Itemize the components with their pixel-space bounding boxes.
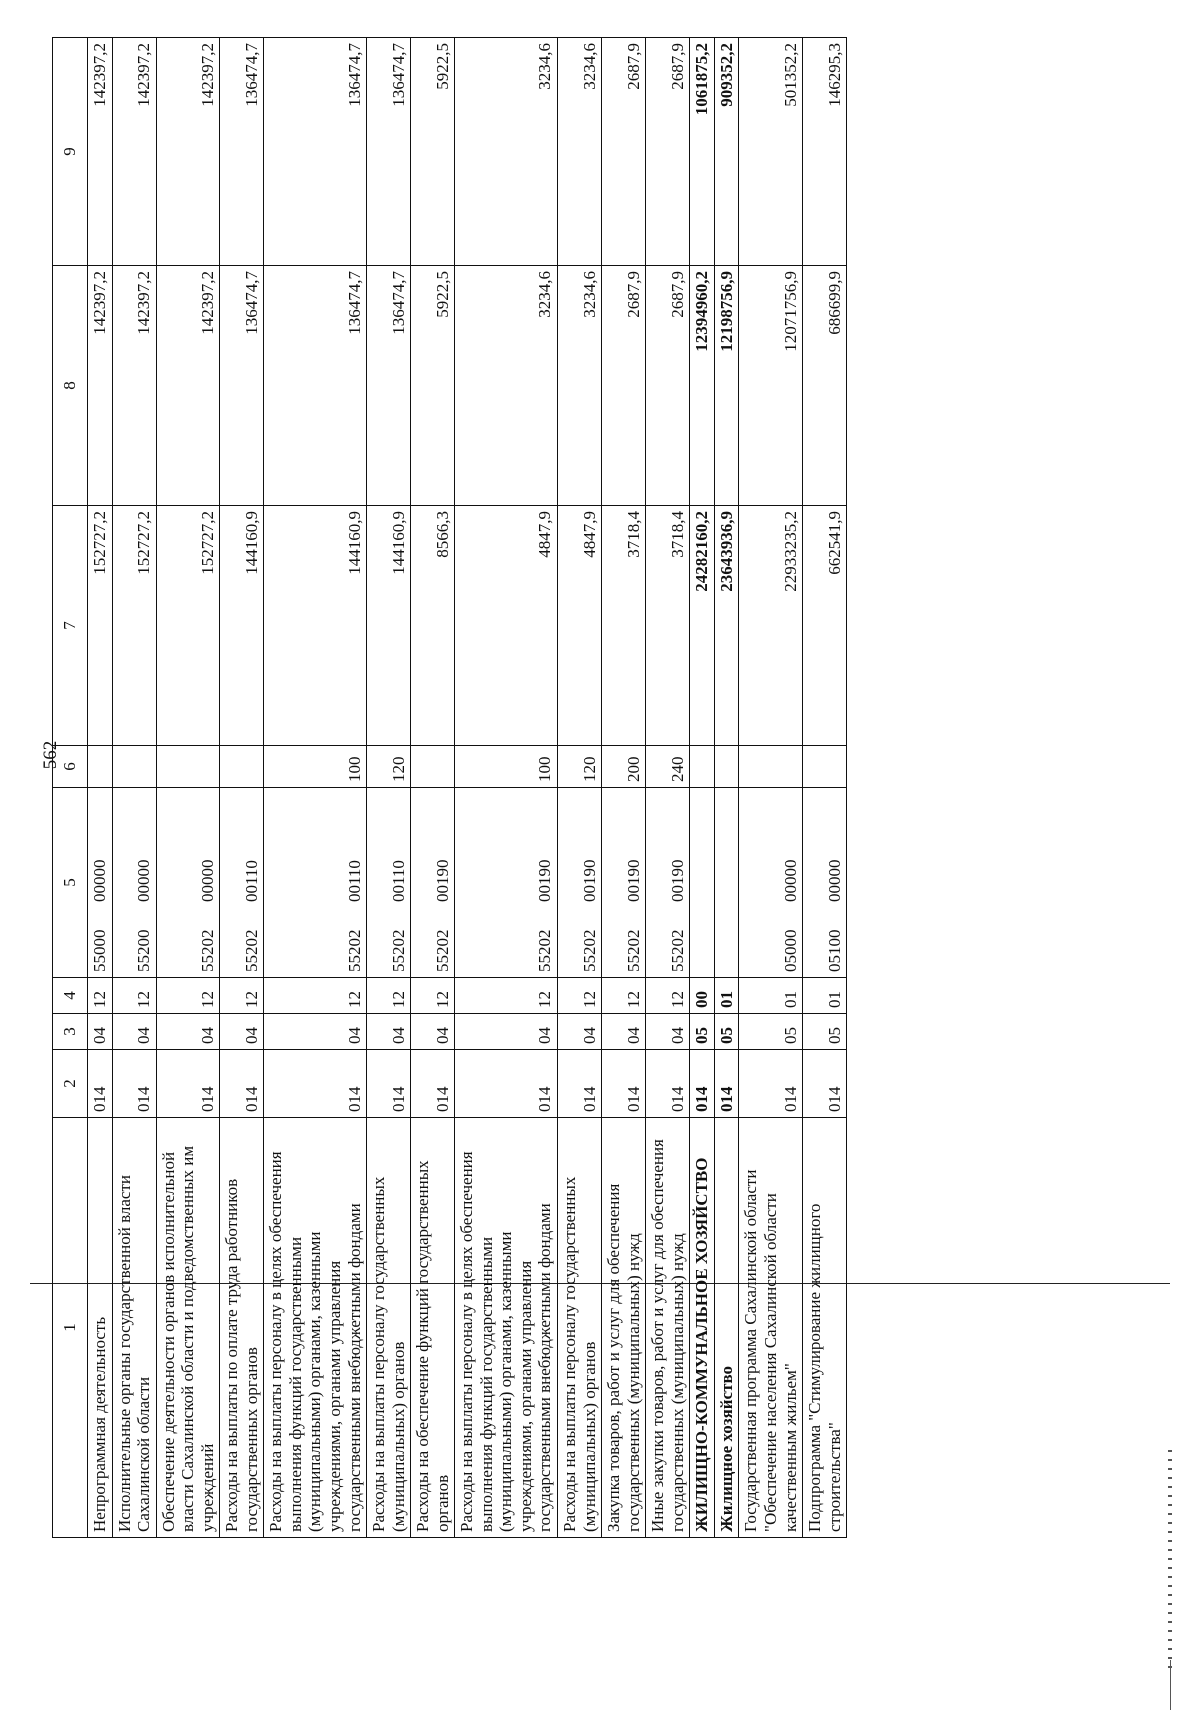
row-article-program: 55202	[344, 929, 364, 972]
row-name: ЖИЛИЩНО-КОММУНАЛЬНОЕ ХОЗЯЙСТВО	[690, 1118, 715, 1538]
row-amount-8: 142397,2	[156, 266, 220, 506]
row-ministry-code: 014	[88, 1050, 113, 1118]
row-amount-7: 152727,2	[112, 506, 156, 746]
row-section: 05	[690, 1014, 715, 1050]
table-row	[558, 38, 602, 1538]
row-amount-7: 152727,2	[88, 506, 113, 746]
row-name: Иные закупки товаров, работ и услуг для обеспечения государственных (муниципальных) нужд	[646, 1118, 690, 1538]
header-cell: 9	[53, 38, 88, 266]
row-expense-type	[714, 746, 739, 788]
row-amount-7: 144160,9	[220, 506, 264, 746]
row-amount-7: 4847,9	[455, 506, 558, 746]
row-amount-8: 136474,7	[264, 266, 367, 506]
row-subsection: 12	[411, 978, 455, 1014]
row-article-direction: 00110	[344, 860, 364, 902]
row-article	[739, 788, 803, 978]
row-expense-type: 200	[602, 746, 646, 788]
table-row	[803, 38, 847, 1538]
row-name: Закупка товаров, работ и услуг для обеспечения государственных (муниципальных) нужд	[602, 1118, 646, 1538]
row-amount-9: 501352,2	[739, 38, 803, 266]
row-section: 04	[602, 1014, 646, 1050]
row-expense-type	[739, 746, 803, 788]
row-subsection: 01	[714, 978, 739, 1014]
row-section: 04	[112, 1014, 156, 1050]
row-section: 04	[646, 1014, 690, 1050]
row-name: Жилищное хозяйство	[714, 1118, 739, 1538]
row-subsection: 12	[455, 978, 558, 1014]
row-article-program: 55202	[388, 929, 408, 972]
row-article-direction: 00190	[535, 859, 555, 902]
row-section: 05	[803, 1014, 847, 1050]
row-amount-9: 136474,7	[220, 38, 264, 266]
row-article-direction: 00000	[134, 859, 154, 902]
row-name: Расходы на выплаты персоналу государственных (муниципальных) органов	[367, 1118, 411, 1538]
row-article-direction: 00190	[579, 859, 599, 902]
row-article-program: 55202	[197, 929, 217, 972]
row-ministry-code: 014	[156, 1050, 220, 1118]
row-expense-type: 240	[646, 746, 690, 788]
row-amount-9: 3234,6	[558, 38, 602, 266]
table-row	[646, 38, 690, 1538]
row-expense-type	[220, 746, 264, 788]
row-subsection: 12	[558, 978, 602, 1014]
row-article	[220, 788, 264, 978]
row-ministry-code: 014	[558, 1050, 602, 1118]
row-amount-8: 12198756,9	[714, 266, 739, 506]
row-article-program: 05000	[780, 929, 800, 972]
row-amount-7: 22933235,2	[739, 506, 803, 746]
row-section: 04	[455, 1014, 558, 1050]
row-name: Расходы на обеспечение функций государственных органов	[411, 1118, 455, 1538]
row-amount-8: 142397,2	[112, 266, 156, 506]
table-row	[156, 38, 220, 1538]
row-amount-9: 136474,7	[264, 38, 367, 266]
row-ministry-code: 014	[455, 1050, 558, 1118]
row-expense-type: 120	[367, 746, 411, 788]
page-number: 562	[40, 740, 61, 770]
row-expense-type	[88, 746, 113, 788]
row-section: 05	[714, 1014, 739, 1050]
row-name: Расходы на выплаты персоналу в целях обеспечения выполнения функций государственными (муниципальными) органами, казенными учреждениями, органами управления государственными внебюджетными фондами	[264, 1118, 367, 1538]
row-subsection: 12	[602, 978, 646, 1014]
row-subsection: 12	[156, 978, 220, 1014]
row-section: 04	[220, 1014, 264, 1050]
row-expense-type	[411, 746, 455, 788]
row-article	[112, 788, 156, 978]
row-subsection: 00	[690, 978, 715, 1014]
row-name: Расходы на выплаты по оплате труда работников государственных органов	[220, 1118, 264, 1538]
header-cell: 4	[53, 978, 88, 1014]
row-expense-type: 100	[455, 746, 558, 788]
row-amount-7: 24282160,2	[690, 506, 715, 746]
table-row	[602, 38, 646, 1538]
row-subsection: 12	[646, 978, 690, 1014]
row-section: 04	[156, 1014, 220, 1050]
row-ministry-code: 014	[264, 1050, 367, 1118]
budget-table	[52, 37, 847, 1538]
table-row	[739, 38, 803, 1538]
row-name: Исполнительные органы государственной власти Сахалинской области	[112, 1118, 156, 1538]
row-article	[455, 788, 558, 978]
row-amount-9: 146295,3	[803, 38, 847, 266]
row-article-program: 55000	[90, 929, 109, 972]
header-cell: 2	[53, 1050, 88, 1118]
table-row	[88, 38, 113, 1538]
row-article-program: 55202	[579, 929, 599, 972]
header-cell: 3	[53, 1014, 88, 1050]
row-amount-8: 686699,9	[803, 266, 847, 506]
row-name: Расходы на выплаты персоналу в целях обеспечения выполнения функций государственными (муниципальными) органами, казенными учреждениями, органами управления государственными внебюджетными фондами	[455, 1118, 558, 1538]
rotated-page	[10, 10, 1200, 1690]
row-amount-7: 23643936,9	[714, 506, 739, 746]
row-ministry-code: 014	[714, 1050, 739, 1118]
row-article	[88, 788, 113, 978]
table-row	[220, 38, 264, 1538]
row-article-direction: 00190	[623, 859, 643, 902]
row-amount-7: 8566,3	[411, 506, 455, 746]
row-amount-9: 3234,6	[455, 38, 558, 266]
row-amount-8: 12071756,9	[739, 266, 803, 506]
row-article	[156, 788, 220, 978]
row-section: 04	[367, 1014, 411, 1050]
row-amount-7: 144160,9	[367, 506, 411, 746]
row-section: 05	[739, 1014, 803, 1050]
row-article-direction: 00110	[241, 860, 261, 902]
row-amount-9: 5922,5	[411, 38, 455, 266]
row-article-direction: 00000	[90, 859, 109, 902]
row-amount-7: 144160,9	[264, 506, 367, 746]
row-name: Расходы на выплаты персоналу государственных (муниципальных) органов	[558, 1118, 602, 1538]
row-amount-9: 142397,2	[112, 38, 156, 266]
row-article-program: 55200	[134, 929, 154, 972]
row-article-program: 55202	[667, 929, 687, 972]
table-row	[112, 38, 156, 1538]
row-name: Государственная программа Сахалинской области "Обеспечение населения Сахалинской области качественным жильем"	[739, 1118, 803, 1538]
row-article-program: 05100	[824, 929, 844, 972]
row-section: 04	[88, 1014, 113, 1050]
row-amount-8: 136474,7	[220, 266, 264, 506]
row-article	[646, 788, 690, 978]
row-article-program: 55202	[432, 929, 452, 972]
row-amount-7: 3718,4	[602, 506, 646, 746]
row-amount-9: 142397,2	[156, 38, 220, 266]
header-row	[53, 38, 88, 1538]
row-expense-type	[112, 746, 156, 788]
row-article	[367, 788, 411, 978]
row-amount-8: 2687,9	[602, 266, 646, 506]
row-article	[411, 788, 455, 978]
row-amount-9: 136474,7	[367, 38, 411, 266]
row-name: Обеспечение деятельности органов исполнительной власти Сахалинской области и подведомственных им учреждений	[156, 1118, 220, 1538]
row-article-program: 55202	[241, 929, 261, 972]
row-amount-8: 142397,2	[88, 266, 113, 506]
row-amount-7: 3718,4	[646, 506, 690, 746]
header-cell: 1	[53, 1118, 88, 1538]
row-ministry-code: 014	[411, 1050, 455, 1118]
row-article	[264, 788, 367, 978]
row-ministry-code: 014	[739, 1050, 803, 1118]
row-article	[803, 788, 847, 978]
row-amount-9: 2687,9	[646, 38, 690, 266]
row-section: 04	[411, 1014, 455, 1050]
row-article-direction: 00000	[197, 859, 217, 902]
row-section: 04	[264, 1014, 367, 1050]
row-expense-type	[690, 746, 715, 788]
row-name: Непрограммная деятельность	[88, 1118, 113, 1538]
row-ministry-code: 014	[112, 1050, 156, 1118]
table-row	[714, 38, 739, 1538]
row-article-direction: 00000	[780, 859, 800, 902]
table-row	[411, 38, 455, 1538]
row-article	[690, 788, 715, 978]
row-ministry-code: 014	[367, 1050, 411, 1118]
row-article-direction: 00190	[667, 859, 687, 902]
row-ministry-code: 014	[602, 1050, 646, 1118]
row-amount-7: 662541,9	[803, 506, 847, 746]
row-article-direction: 00000	[824, 859, 844, 902]
row-amount-8: 12394960,2	[690, 266, 715, 506]
row-name: Подпрограмма "Стимулирование жилищного строительства"	[803, 1118, 847, 1538]
header-cell: 8	[53, 266, 88, 506]
row-amount-7: 152727,2	[156, 506, 220, 746]
row-expense-type: 120	[558, 746, 602, 788]
row-article	[714, 788, 739, 978]
row-amount-8: 136474,7	[367, 266, 411, 506]
row-article-program: 55202	[623, 929, 643, 972]
row-amount-9: 2687,9	[602, 38, 646, 266]
row-article	[558, 788, 602, 978]
row-ministry-code: 014	[690, 1050, 715, 1118]
row-subsection: 12	[264, 978, 367, 1014]
row-article	[602, 788, 646, 978]
row-amount-9: 1061875,2	[690, 38, 715, 266]
row-article-direction: 00110	[388, 860, 408, 902]
table-row	[264, 38, 367, 1538]
row-amount-9: 142397,2	[88, 38, 113, 266]
row-ministry-code: 014	[220, 1050, 264, 1118]
table-row	[455, 38, 558, 1538]
header-cell: 7	[53, 506, 88, 746]
row-expense-type	[803, 746, 847, 788]
row-article-direction: 00190	[432, 859, 452, 902]
row-amount-8: 5922,5	[411, 266, 455, 506]
header-cell: 5	[53, 788, 88, 978]
table-row	[690, 38, 715, 1538]
row-amount-7: 4847,9	[558, 506, 602, 746]
row-expense-type: 100	[264, 746, 367, 788]
row-article-program: 55202	[535, 929, 555, 972]
table-row	[367, 38, 411, 1538]
row-subsection: 01	[803, 978, 847, 1014]
row-amount-9: 909352,2	[714, 38, 739, 266]
row-subsection: 01	[739, 978, 803, 1014]
row-amount-8: 3234,6	[455, 266, 558, 506]
row-ministry-code: 014	[646, 1050, 690, 1118]
row-amount-8: 3234,6	[558, 266, 602, 506]
row-subsection: 12	[112, 978, 156, 1014]
row-subsection: 12	[220, 978, 264, 1014]
header-cell: 6	[53, 746, 88, 788]
row-subsection: 12	[88, 978, 113, 1014]
row-amount-8: 2687,9	[646, 266, 690, 506]
row-section: 04	[558, 1014, 602, 1050]
row-ministry-code: 014	[803, 1050, 847, 1118]
row-subsection: 12	[367, 978, 411, 1014]
row-expense-type	[156, 746, 220, 788]
